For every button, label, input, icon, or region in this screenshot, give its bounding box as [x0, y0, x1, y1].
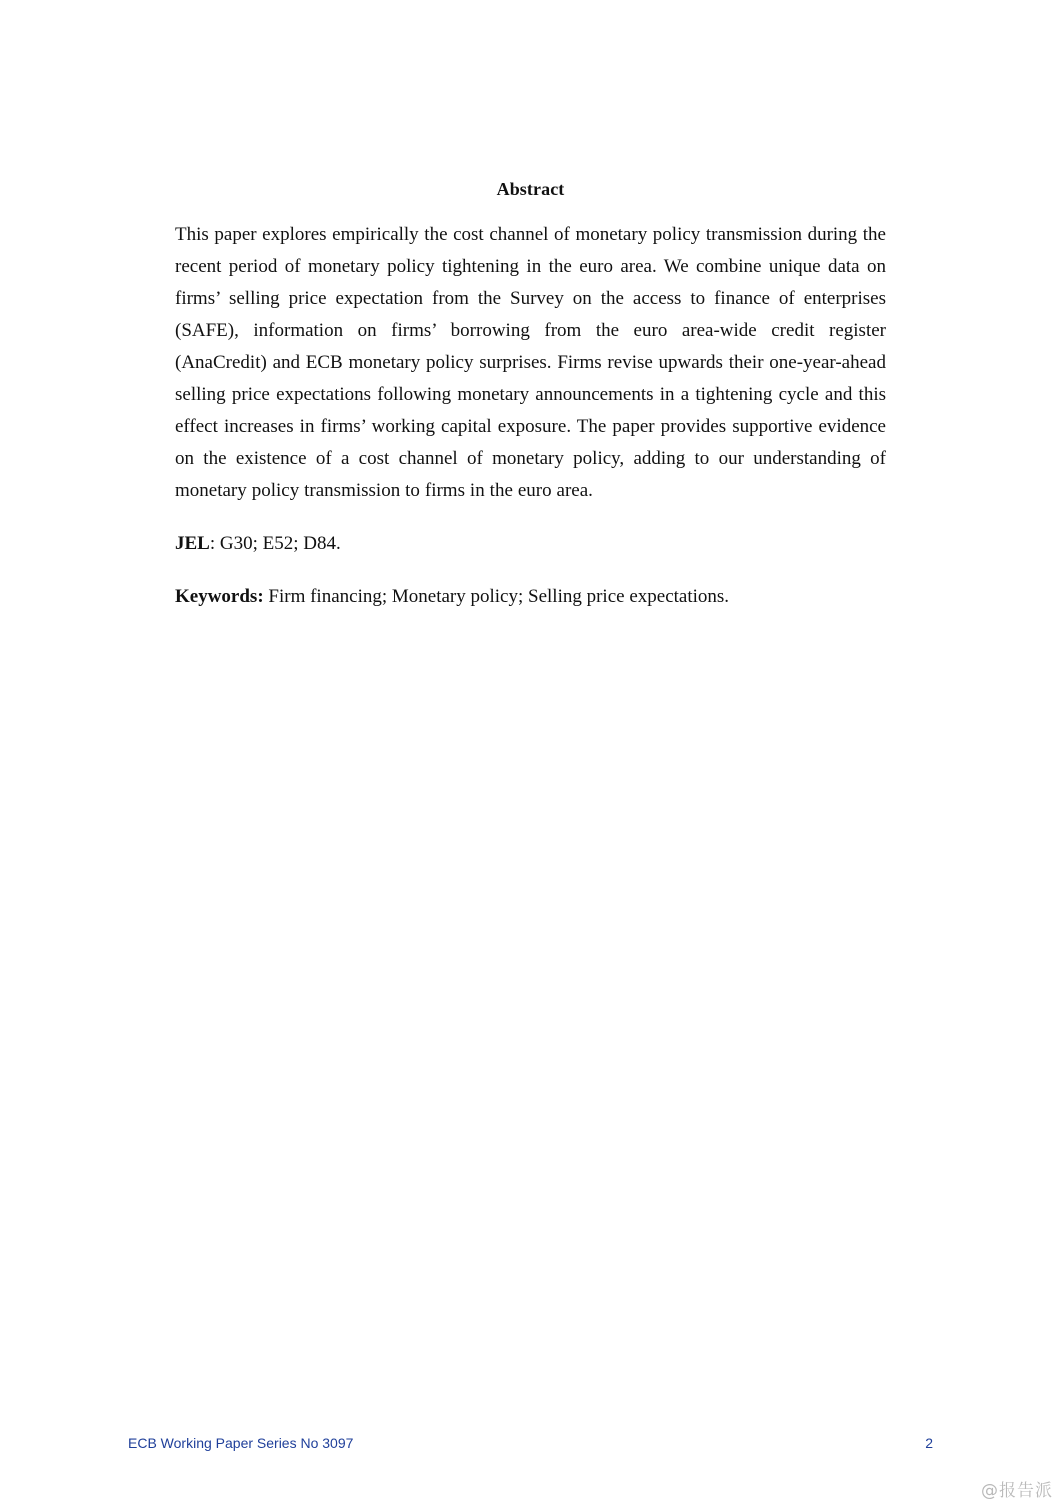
keywords-line	[175, 584, 886, 610]
keywords-list: Firm financing; Monetary policy; Selling price expectations.	[263, 586, 730, 607]
footer-page-number: 2	[925, 1435, 933, 1451]
jel-line	[175, 531, 886, 557]
watermark: @报告派	[981, 1481, 1053, 1501]
keywords-label: Keywords:	[175, 586, 264, 607]
jel-codes: : G30; E52; D84.	[209, 533, 341, 554]
footer-series-title: ECB Working Paper Series No 3097	[128, 1435, 354, 1451]
abstract-body: This paper explores empirically the cost channel of monetary policy transmission during the recent period of monetary policy tightening in the euro area. We combine unique data on firms’ selling price expectation from the Survey on the access to finance of enterprises (SAFE), information on firms’ borrowing from the euro area-wide credit register (AnaCredit) and ECB monetary policy surprises. Firms revise upwards their one-year-ahead selling price expectations following monetary announcements in a tightening cycle and this effect increases in firms’ working capital exposure. The paper provides supportive evidence on the existence of a cost channel of monetary policy, adding to our understanding of monetary policy transmission to firms in the euro area.	[175, 224, 886, 501]
jel-label: JEL	[175, 533, 210, 554]
abstract-heading: Abstract	[496, 179, 565, 199]
